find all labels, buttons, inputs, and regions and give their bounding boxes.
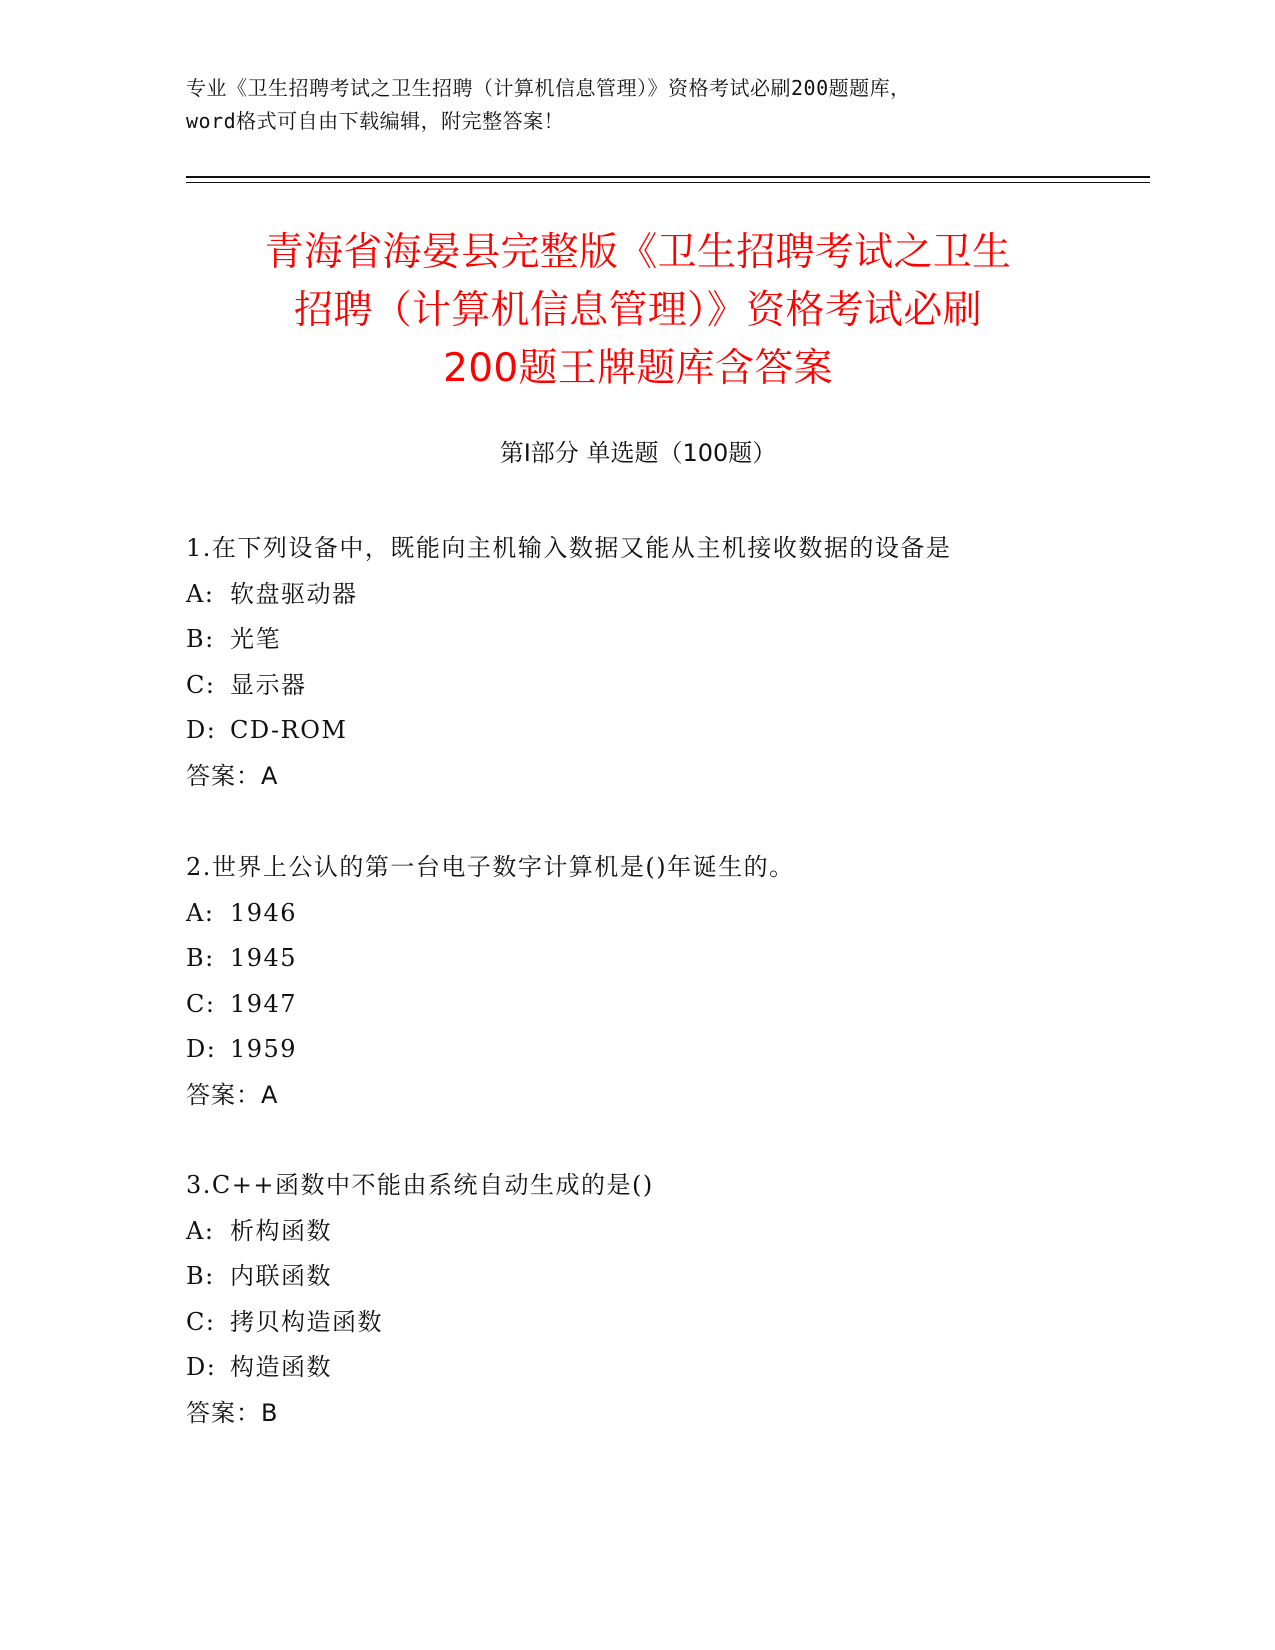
- title-line-2: 招聘（计算机信息管理）》资格考试必刷: [294, 288, 982, 333]
- option-text: 1946: [230, 898, 298, 927]
- option-text: 内联函数: [230, 1262, 332, 1290]
- option-letter: B:: [186, 944, 215, 972]
- option-text: 显示器: [230, 670, 307, 699]
- section-heading: 第Ⅰ部分 单选题（100题）: [499, 439, 777, 467]
- option-text: 构造函数: [230, 1353, 332, 1381]
- option-text: 拷贝构造函数: [230, 1307, 383, 1336]
- option-letter: A:: [186, 898, 215, 927]
- question-stem: 2.世界上公认的第一台电子数字计算机是()年诞生的。: [186, 853, 795, 881]
- question-2: [186, 845, 1106, 1118]
- option-d: [186, 1027, 1106, 1073]
- option-d: [186, 708, 1106, 754]
- question-1: [186, 526, 1106, 799]
- header-rule-thick: [186, 176, 1150, 178]
- option-letter: D:: [186, 716, 217, 744]
- option-c: [186, 663, 1106, 709]
- document-title: [186, 224, 1090, 398]
- option-letter: A:: [186, 1216, 215, 1245]
- option-letter: C:: [186, 1307, 216, 1336]
- option-b: [186, 936, 1106, 982]
- option-text: 1959: [230, 1035, 298, 1063]
- option-text: 软盘驱动器: [230, 579, 358, 608]
- option-c: [186, 1300, 1106, 1346]
- option-letter: D:: [186, 1035, 217, 1063]
- title-line-1: 青海省海晏县完整版《卫生招聘考试之卫生: [264, 230, 1012, 275]
- option-d: [186, 1345, 1106, 1391]
- question-stem: 3.C++函数中不能由系统自动生成的是(): [186, 1171, 654, 1199]
- option-a: [186, 891, 1106, 937]
- option-a: [186, 1209, 1106, 1255]
- option-letter: B:: [186, 1262, 215, 1290]
- option-letter: A:: [186, 579, 215, 608]
- option-b: [186, 1254, 1106, 1300]
- header-note-line-1: 专业《卫生招聘考试之卫生招聘（计算机信息管理）》资格考试必刷200题题库，: [186, 76, 911, 100]
- option-text: 1947: [230, 989, 298, 1018]
- title-line-3: 200题王牌题库含答案: [443, 346, 833, 391]
- option-text: 光笔: [230, 625, 281, 653]
- option-text: 析构函数: [230, 1216, 332, 1245]
- question-3: [186, 1163, 1106, 1436]
- option-a: [186, 572, 1106, 618]
- question-stem: 1.在下列设备中，既能向主机输入数据又能从主机接收数据的设备是: [186, 534, 952, 562]
- answer-line: 答案：B: [186, 1398, 279, 1427]
- option-letter: C:: [186, 670, 216, 699]
- option-letter: B:: [186, 625, 215, 653]
- option-c: [186, 982, 1106, 1028]
- answer-line: 答案：A: [186, 761, 279, 790]
- option-text: 1945: [230, 944, 298, 972]
- header-rule-thin: [186, 182, 1150, 183]
- option-letter: C:: [186, 989, 216, 1018]
- answer-line: 答案：A: [186, 1080, 279, 1109]
- option-text: CD-ROM: [230, 716, 348, 744]
- option-b: [186, 617, 1106, 663]
- option-letter: D:: [186, 1353, 217, 1381]
- header-note: [186, 72, 1086, 138]
- header-note-line-2: word格式可自由下载编辑，附完整答案！: [186, 109, 565, 133]
